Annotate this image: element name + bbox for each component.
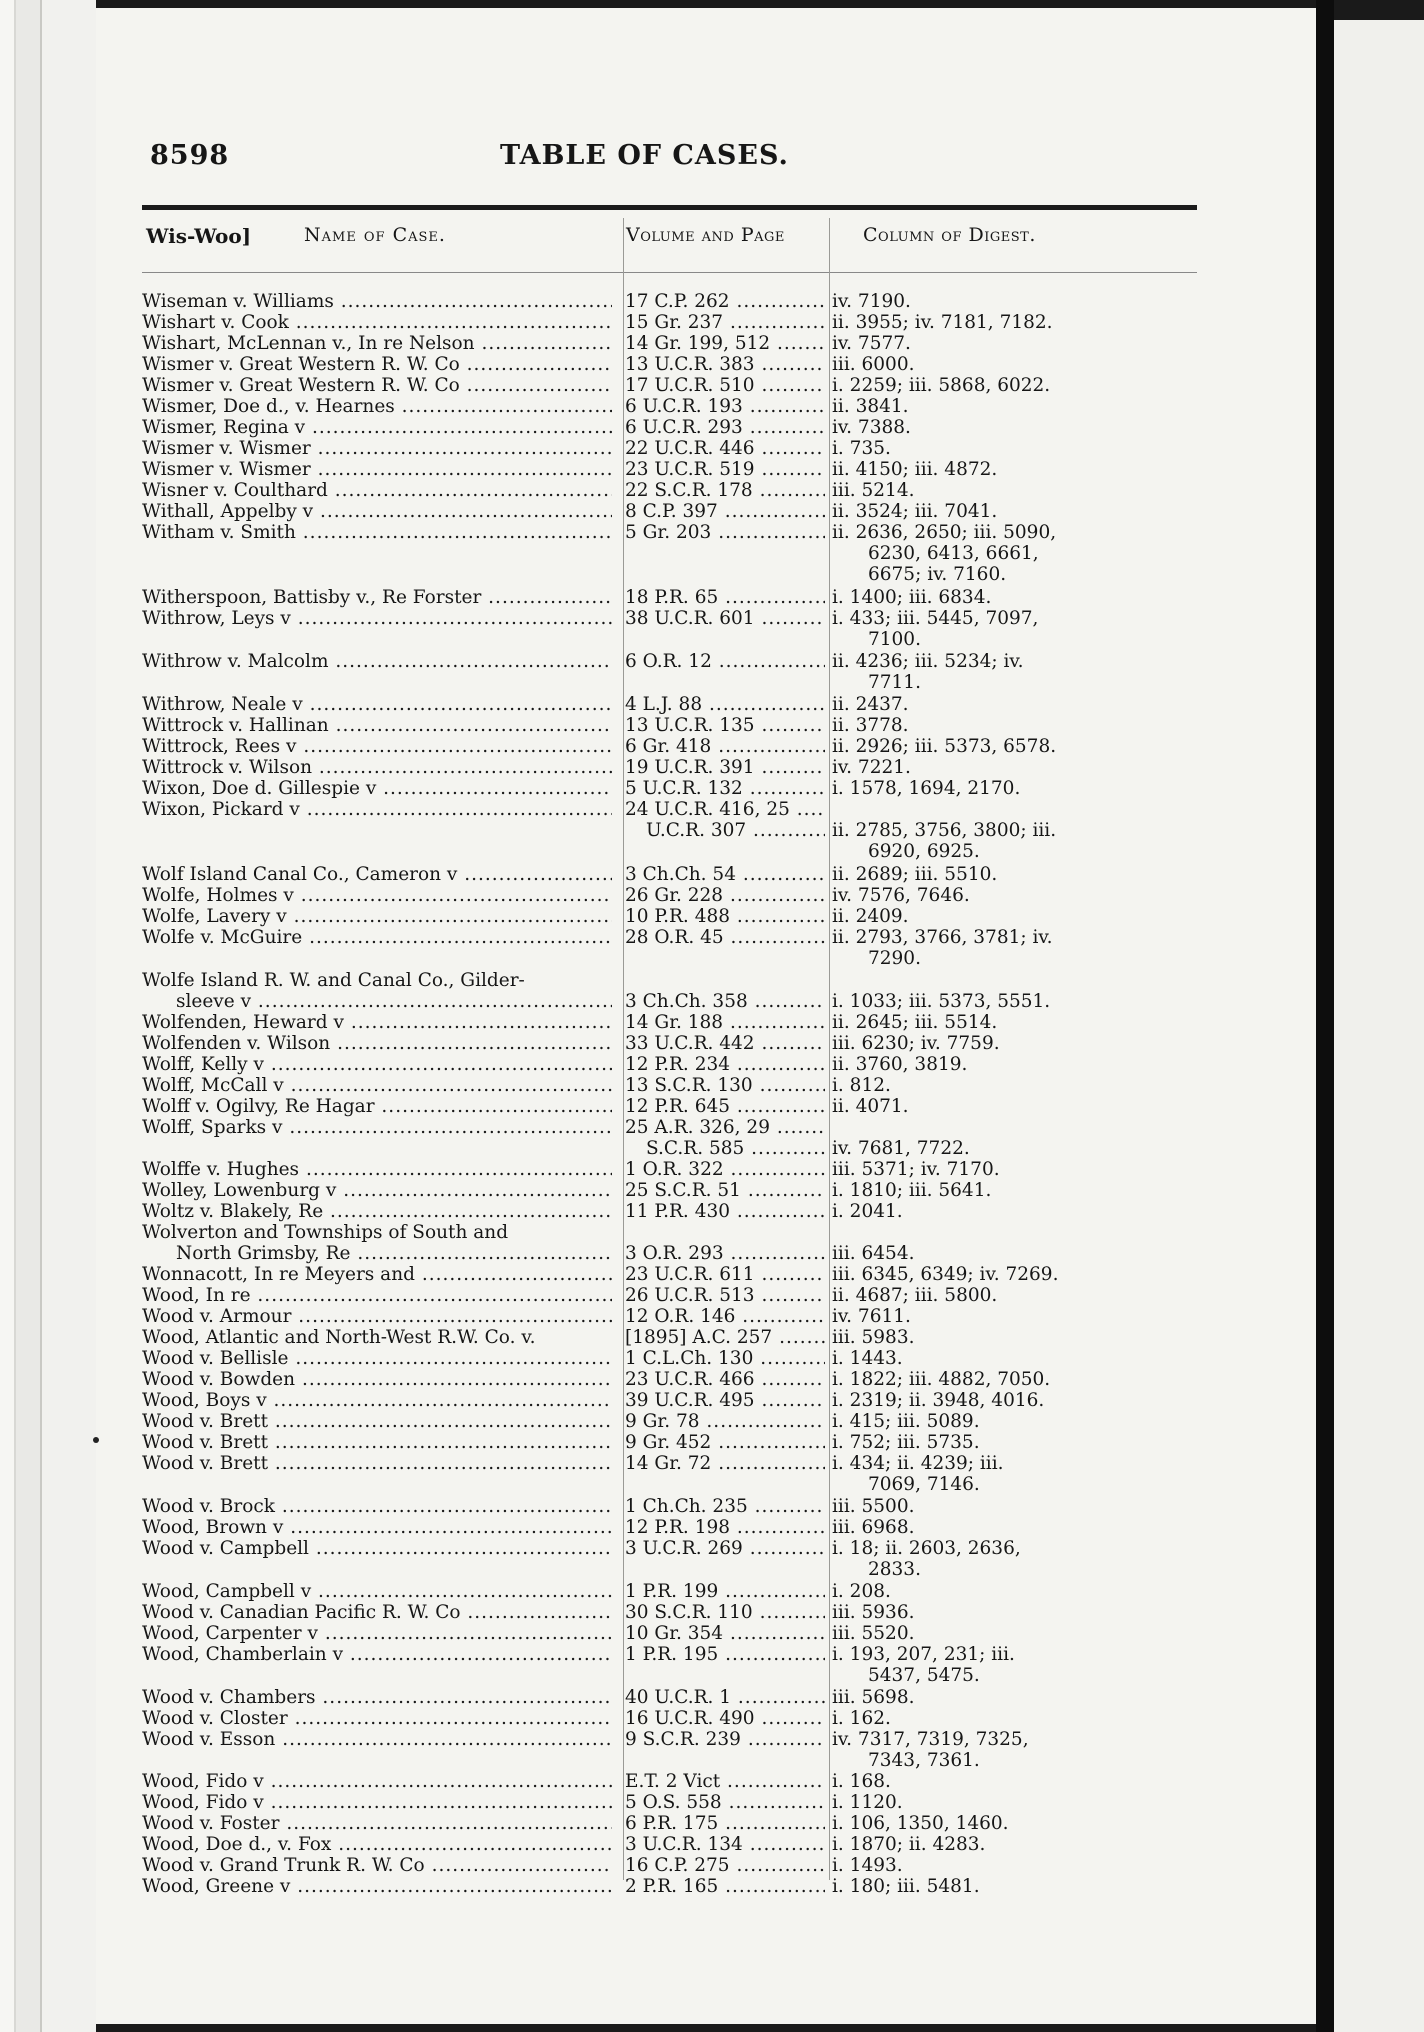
digest-column: iv. 7221. bbox=[832, 757, 911, 778]
volume-page: 13 U.C.R. 383 ..... bbox=[625, 355, 825, 375]
digest-column-continued: 5437, 5475. bbox=[868, 1665, 980, 1686]
volume-page: 8 C.P. 397 ..... bbox=[625, 502, 825, 522]
case-name: Wiseman v. Williams ..... bbox=[142, 292, 612, 312]
digest-column-header: Column of Digest. bbox=[863, 224, 1036, 246]
digest-column: i. 2319; ii. 3948, 4016. bbox=[832, 1390, 1045, 1411]
digest-column-continued: 6920, 6925. bbox=[868, 841, 980, 862]
digest-column: ii. 3524; iii. 7041. bbox=[832, 501, 998, 522]
volume-page: 23 U.C.R. 519 ..... bbox=[625, 460, 825, 480]
volume-page: 39 U.C.R. 495 ..... bbox=[625, 1391, 825, 1411]
case-name: Wittrock v. Wilson ..... bbox=[142, 758, 612, 778]
case-name: Wood, Fido v ..... bbox=[142, 1772, 612, 1792]
volume-page: 5 Gr. 203 ..... bbox=[625, 523, 825, 543]
volume-page: 38 U.C.R. 601 ..... bbox=[625, 609, 825, 629]
volume-page: 11 P.R. 430 ..... bbox=[625, 1202, 825, 1222]
digest-column: i. 180; iii. 5481. bbox=[832, 1876, 980, 1897]
digest-column: iii. 5983. bbox=[832, 1327, 915, 1348]
case-name: Wood v. Bowden ..... bbox=[142, 1370, 612, 1390]
case-name: Witherspoon, Battisby v., Re Forster ..... bbox=[142, 588, 612, 608]
digest-column-continued: 6675; iv. 7160. bbox=[868, 564, 1007, 585]
volume-page: 17 C.P. 262 ..... bbox=[625, 292, 825, 312]
case-name: Wood v. Grand Trunk R. W. Co ..... bbox=[142, 1856, 612, 1876]
case-name: Wolley, Lowenburg v ..... bbox=[142, 1181, 612, 1201]
case-name: Wittrock v. Hallinan ..... bbox=[142, 716, 612, 736]
digest-column: ii. 4071. bbox=[832, 1096, 909, 1117]
digest-column: i. 1822; iii. 4882, 7050. bbox=[832, 1369, 1051, 1390]
digest-column: i. 1810; iii. 5641. bbox=[832, 1180, 992, 1201]
volume-page: 1 P.R. 199 ..... bbox=[625, 1582, 825, 1602]
digest-column: i. 208. bbox=[832, 1581, 891, 1602]
volume-page: E.T. 2 Vict ..... bbox=[625, 1772, 825, 1792]
volume-page: 3 Ch.Ch. 54 ..... bbox=[625, 865, 825, 885]
digest-column: i. 735. bbox=[832, 438, 891, 459]
digest-column: i. 752; iii. 5735. bbox=[832, 1432, 980, 1453]
digest-column: ii. 2437. bbox=[832, 694, 909, 715]
volume-page: 40 U.C.R. 1 ..... bbox=[625, 1688, 825, 1708]
case-name: Wittrock, Rees v ..... bbox=[142, 737, 612, 757]
case-name: Wisner v. Coulthard ..... bbox=[142, 481, 612, 501]
volume-page: 6 Gr. 418 ..... bbox=[625, 737, 825, 757]
name-column-header: Name of Case. bbox=[304, 224, 446, 246]
volume-page: 24 U.C.R. 416, 25 ..... bbox=[625, 800, 825, 820]
volume-page: 16 C.P. 275 ..... bbox=[625, 1856, 825, 1876]
case-name: Wismer v. Wismer ..... bbox=[142, 439, 612, 459]
case-name-continued: sleeve v ..... bbox=[176, 992, 612, 1012]
case-name: Withrow v. Malcolm ..... bbox=[142, 652, 612, 672]
digest-column: i. 1578, 1694, 2170. bbox=[832, 778, 1021, 799]
case-name: Wolfe Island R. W. and Canal Co., Gilder- bbox=[142, 971, 525, 991]
volume-page: 5 U.C.R. 132 ..... bbox=[625, 779, 825, 799]
volume-page: 22 U.C.R. 446 ..... bbox=[625, 439, 825, 459]
volume-page: 12 P.R. 234 ..... bbox=[625, 1055, 825, 1075]
case-name: Wood, In re ..... bbox=[142, 1286, 612, 1306]
volume-page: 6 P.R. 175 ..... bbox=[625, 1814, 825, 1834]
digest-column: iii. 6000. bbox=[832, 354, 915, 375]
digest-column: ii. 3778. bbox=[832, 715, 909, 736]
digest-column: i. 162. bbox=[832, 1708, 891, 1729]
digest-column: ii. 2409. bbox=[832, 906, 909, 927]
case-name: Wood v. Canadian Pacific R. W. Co ..... bbox=[142, 1603, 612, 1623]
case-name: Wolff, Sparks v ..... bbox=[142, 1118, 612, 1138]
digest-column: ii. 4687; iii. 5800. bbox=[832, 1285, 998, 1306]
volume-page: 10 P.R. 488 ..... bbox=[625, 907, 825, 927]
volume-page-continued: S.C.R. 585 ..... bbox=[646, 1139, 825, 1159]
digest-column: iii. 5500. bbox=[832, 1496, 915, 1517]
page-title: TABLE OF CASES. bbox=[500, 140, 789, 171]
digest-column: iii. 5936. bbox=[832, 1602, 915, 1623]
digest-column: iv. 7190. bbox=[832, 291, 911, 312]
digest-column: ii. 3760, 3819. bbox=[832, 1054, 968, 1075]
volume-page: 2 P.R. 165 ..... bbox=[625, 1877, 825, 1897]
case-name: Wonnacott, In re Meyers and ..... bbox=[142, 1265, 612, 1285]
digest-column: i. 812. bbox=[832, 1075, 891, 1096]
volume-page: 14 Gr. 188 ..... bbox=[625, 1013, 825, 1033]
volume-page: 30 S.C.R. 110 ..... bbox=[625, 1603, 825, 1623]
case-name: Wixon, Pickard v ..... bbox=[142, 800, 612, 820]
digest-column: iv. 7576, 7646. bbox=[832, 885, 970, 906]
volume-page: 9 Gr. 78 ..... bbox=[625, 1412, 825, 1432]
digest-column: iii. 5520. bbox=[832, 1623, 915, 1644]
digest-column: iii. 6345, 6349; iv. 7269. bbox=[832, 1264, 1059, 1285]
volume-page: 5 O.S. 558 ..... bbox=[625, 1793, 825, 1813]
case-name: Wood v. Closter ..... bbox=[142, 1709, 612, 1729]
case-name: Withrow, Leys v ..... bbox=[142, 609, 612, 629]
volume-page: 26 Gr. 228 ..... bbox=[625, 886, 825, 906]
case-name: Wood v. Esson ..... bbox=[142, 1730, 612, 1750]
case-name: Wood v. Bellisle ..... bbox=[142, 1349, 612, 1369]
case-name: Wolffe v. Hughes ..... bbox=[142, 1160, 612, 1180]
case-name: Wishart v. Cook ..... bbox=[142, 313, 612, 333]
volume-page: 15 Gr. 237 ..... bbox=[625, 313, 825, 333]
digest-column: ii. 2793, 3766, 3781; iv. bbox=[832, 927, 1053, 948]
volume-page-continued: U.C.R. 307 ..... bbox=[646, 821, 825, 841]
case-name: Wood v. Brock ..... bbox=[142, 1497, 612, 1517]
case-name: Wood v. Brett ..... bbox=[142, 1454, 612, 1474]
case-name: Wolfe, Holmes v ..... bbox=[142, 886, 612, 906]
case-name: Wismer v. Great Western R. W. Co ..... bbox=[142, 355, 612, 375]
case-name: Wood v. Brett ..... bbox=[142, 1412, 612, 1432]
case-name: Witham v. Smith ..... bbox=[142, 523, 612, 543]
digest-column: i. 2041. bbox=[832, 1201, 903, 1222]
volume-page: 23 U.C.R. 611 ..... bbox=[625, 1265, 825, 1285]
volume-page: 1 Ch.Ch. 235 ..... bbox=[625, 1497, 825, 1517]
case-name: Wood v. Brett ..... bbox=[142, 1433, 612, 1453]
volume-page: 4 L.J. 88 ..... bbox=[625, 695, 825, 715]
digest-column: i. 1443. bbox=[832, 1348, 903, 1369]
digest-column-continued: 7100. bbox=[868, 629, 921, 650]
digest-column: i. 1493. bbox=[832, 1855, 903, 1876]
volume-page: 25 S.C.R. 51 ..... bbox=[625, 1181, 825, 1201]
volume-page: 13 U.C.R. 135 ..... bbox=[625, 716, 825, 736]
case-name: Wood, Doe d., v. Fox ..... bbox=[142, 1835, 612, 1855]
digest-column: i. 193, 207, 231; iii. bbox=[832, 1644, 1015, 1665]
case-name: Wood, Brown v ..... bbox=[142, 1518, 612, 1538]
case-name: Wood v. Armour ..... bbox=[142, 1307, 612, 1327]
case-name: Wishart, McLennan v., In re Nelson ..... bbox=[142, 334, 612, 354]
digest-column: iv. 7611. bbox=[832, 1306, 911, 1327]
volume-column-header: Volume and Page bbox=[626, 224, 785, 246]
volume-page: 26 U.C.R. 513 ..... bbox=[625, 1286, 825, 1306]
volume-page: 28 O.R. 45 ..... bbox=[625, 928, 825, 948]
case-name: Woltz v. Blakely, Re ..... bbox=[142, 1202, 612, 1222]
volume-page: 22 S.C.R. 178 ..... bbox=[625, 481, 825, 501]
volume-page: 3 Ch.Ch. 358 ..... bbox=[625, 992, 825, 1012]
volume-page: 33 U.C.R. 442 ..... bbox=[625, 1034, 825, 1054]
digest-column: i. 434; ii. 4239; iii. bbox=[832, 1453, 1004, 1474]
digest-column: i. 1120. bbox=[832, 1792, 903, 1813]
digest-column: ii. 2636, 2650; iii. 5090, bbox=[832, 522, 1057, 543]
case-name: Wood v. Chambers ..... bbox=[142, 1688, 612, 1708]
alpha-range-header: Wis-Woo] bbox=[146, 224, 252, 248]
digest-column-continued: 7343, 7361. bbox=[868, 1750, 980, 1771]
volume-page: 6 U.C.R. 293 ..... bbox=[625, 418, 825, 438]
case-name: Wolfenden v. Wilson ..... bbox=[142, 1034, 612, 1054]
digest-column: iii. 5371; iv. 7170. bbox=[832, 1159, 1000, 1180]
digest-column: ii. 2689; iii. 5510. bbox=[832, 864, 998, 885]
page-number: 8598 bbox=[150, 140, 230, 171]
volume-page: 1 P.R. 195 ..... bbox=[625, 1645, 825, 1665]
case-name: Wolfe v. McGuire ..... bbox=[142, 928, 612, 948]
volume-page: 14 Gr. 72 ..... bbox=[625, 1454, 825, 1474]
volume-page: 17 U.C.R. 510 ..... bbox=[625, 376, 825, 396]
volume-page: 9 Gr. 452 ..... bbox=[625, 1433, 825, 1453]
case-name: Wood, Fido v ..... bbox=[142, 1793, 612, 1813]
volume-page: 12 P.R. 198 ..... bbox=[625, 1518, 825, 1538]
case-name: Wood, Chamberlain v ..... bbox=[142, 1645, 612, 1665]
digest-column: ii. 2645; iii. 5514. bbox=[832, 1012, 998, 1033]
digest-column-continued: 2833. bbox=[868, 1559, 921, 1580]
case-name: Wismer v. Great Western R. W. Co ..... bbox=[142, 376, 612, 396]
digest-column: i. 433; iii. 5445, 7097, bbox=[832, 608, 1039, 629]
digest-column: iii. 5214. bbox=[832, 480, 915, 501]
digest-column-continued: 7069, 7146. bbox=[868, 1474, 980, 1495]
volume-page: 3 O.R. 293 ..... bbox=[625, 1244, 825, 1264]
case-name: Wismer, Regina v ..... bbox=[142, 418, 612, 438]
volume-page: 9 S.C.R. 239 ..... bbox=[625, 1730, 825, 1750]
case-name: Wolf Island Canal Co., Cameron v ..... bbox=[142, 865, 612, 885]
volume-page: 6 U.C.R. 193 ..... bbox=[625, 397, 825, 417]
volume-page: 14 Gr. 199, 512 ..... bbox=[625, 334, 825, 354]
digest-column-continued: 6230, 6413, 6661, bbox=[868, 543, 1039, 564]
volume-page: 3 U.C.R. 134 ..... bbox=[625, 1835, 825, 1855]
digest-column: ii. 2926; iii. 5373, 6578. bbox=[832, 736, 1057, 757]
volume-page: [1895] A.C. 257 ..... bbox=[625, 1328, 825, 1348]
volume-page: 19 U.C.R. 391 ..... bbox=[625, 758, 825, 778]
volume-page: 12 P.R. 645 ..... bbox=[625, 1097, 825, 1117]
digest-column: iv. 7317, 7319, 7325, bbox=[832, 1729, 1029, 1750]
case-name: Withall, Appelby v ..... bbox=[142, 502, 612, 522]
case-name: Wood, Boys v ..... bbox=[142, 1391, 612, 1411]
volume-page: 13 S.C.R. 130 ..... bbox=[625, 1076, 825, 1096]
case-name: Wolff v. Ogilvy, Re Hagar ..... bbox=[142, 1097, 612, 1117]
volume-page: 1 O.R. 322 ..... bbox=[625, 1160, 825, 1180]
case-name-continued: North Grimsby, Re ..... bbox=[176, 1244, 612, 1264]
digest-column: ii. 2785, 3756, 3800; iii. bbox=[832, 820, 1057, 841]
case-name: Wood v. Campbell ..... bbox=[142, 1539, 612, 1559]
volume-page: 3 U.C.R. 269 ..... bbox=[625, 1539, 825, 1559]
digest-column: iii. 6968. bbox=[832, 1517, 915, 1538]
case-name: Wismer, Doe d., v. Hearnes ..... bbox=[142, 397, 612, 417]
case-name: Wolfenden, Heward v ..... bbox=[142, 1013, 612, 1033]
digest-column: i. 106, 1350, 1460. bbox=[832, 1813, 1009, 1834]
volume-page: 1 C.L.Ch. 130 ..... bbox=[625, 1349, 825, 1369]
volume-page: 16 U.C.R. 490 ..... bbox=[625, 1709, 825, 1729]
volume-page: 23 U.C.R. 466 ..... bbox=[625, 1370, 825, 1390]
volume-page: 10 Gr. 354 ..... bbox=[625, 1624, 825, 1644]
digest-column: i. 415; iii. 5089. bbox=[832, 1411, 980, 1432]
digest-column-continued: 7711. bbox=[868, 672, 921, 693]
case-name: Wismer v. Wismer ..... bbox=[142, 460, 612, 480]
case-name: Wolff, Kelly v ..... bbox=[142, 1055, 612, 1075]
case-name: Wood, Greene v ..... bbox=[142, 1877, 612, 1897]
digest-column: ii. 3955; iv. 7181, 7182. bbox=[832, 312, 1053, 333]
case-name: Wolff, McCall v ..... bbox=[142, 1076, 612, 1096]
digest-column: i. 1870; ii. 4283. bbox=[832, 1834, 986, 1855]
case-name: Wood, Carpenter v ..... bbox=[142, 1624, 612, 1644]
digest-column: i. 2259; iii. 5868, 6022. bbox=[832, 375, 1051, 396]
digest-column: ii. 3841. bbox=[832, 396, 909, 417]
digest-column: ii. 4236; iii. 5234; iv. bbox=[832, 651, 1024, 672]
case-name: Wood v. Foster ..... bbox=[142, 1814, 612, 1834]
digest-column: i. 18; ii. 2603, 2636, bbox=[832, 1538, 1021, 1559]
volume-page: 18 P.R. 65 ..... bbox=[625, 588, 825, 608]
digest-column: iv. 7388. bbox=[832, 417, 911, 438]
digest-column: i. 168. bbox=[832, 1771, 891, 1792]
digest-column: iv. 7577. bbox=[832, 333, 911, 354]
digest-column: iv. 7681, 7722. bbox=[832, 1138, 970, 1159]
case-name: Withrow, Neale v ..... bbox=[142, 695, 612, 715]
digest-column: ii. 4150; iii. 4872. bbox=[832, 459, 998, 480]
digest-column: i. 1400; iii. 6834. bbox=[832, 587, 992, 608]
volume-page: 25 A.R. 326, 29 ..... bbox=[625, 1118, 825, 1138]
volume-page: 6 O.R. 12 ..... bbox=[625, 652, 825, 672]
volume-page: 12 O.R. 146 ..... bbox=[625, 1307, 825, 1327]
digest-column: iii. 6230; iv. 7759. bbox=[832, 1033, 1000, 1054]
case-name: Wixon, Doe d. Gillespie v ..... bbox=[142, 779, 612, 799]
digest-column: i. 1033; iii. 5373, 5551. bbox=[832, 991, 1051, 1012]
case-name: Wolverton and Townships of South and bbox=[142, 1223, 509, 1243]
digest-column: iii. 6454. bbox=[832, 1243, 915, 1264]
case-name: Wood, Atlantic and North-West R.W. Co. v. bbox=[142, 1328, 536, 1348]
case-name: Wolfe, Lavery v ..... bbox=[142, 907, 612, 927]
digest-column: iii. 5698. bbox=[832, 1687, 915, 1708]
digest-column-continued: 7290. bbox=[868, 948, 921, 969]
case-name: Wood, Campbell v ..... bbox=[142, 1582, 612, 1602]
